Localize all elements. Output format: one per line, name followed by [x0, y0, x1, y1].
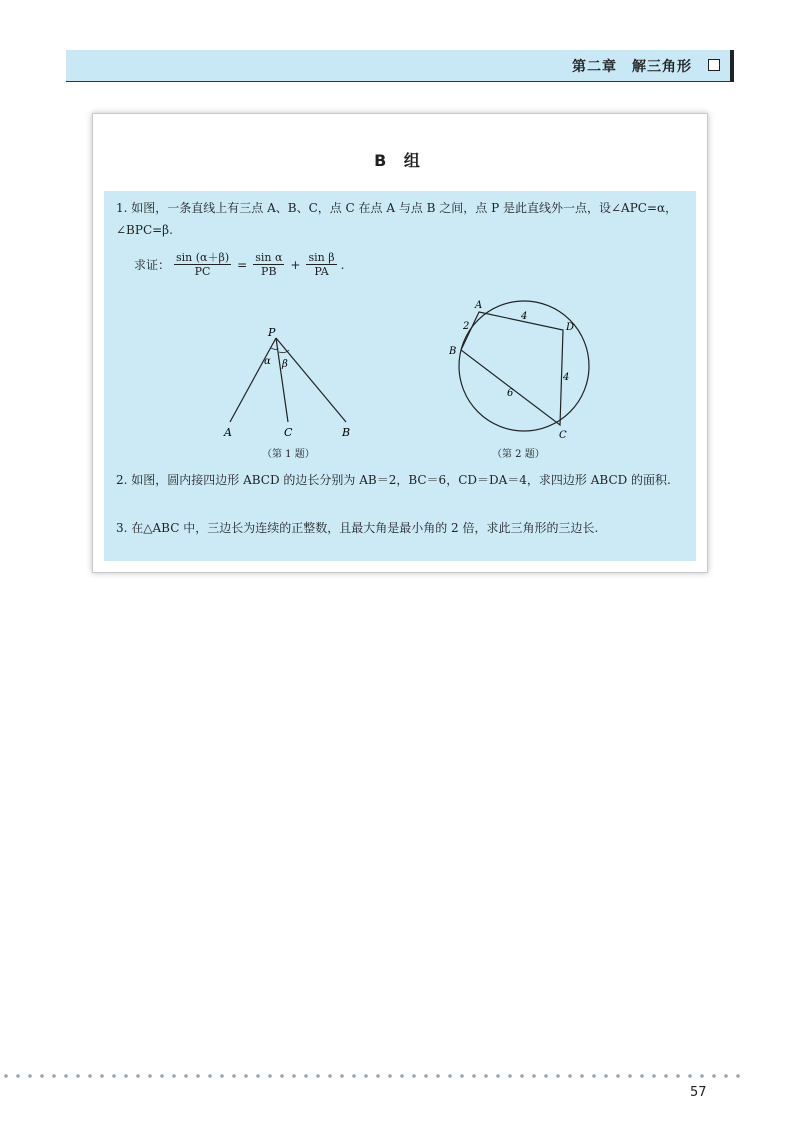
proof-prefix: 求证：	[134, 258, 171, 272]
page-number: 57	[690, 1085, 707, 1100]
label-c: C	[284, 426, 293, 439]
line-pa	[230, 338, 276, 422]
question-1-text: 1. 如图，一条直线上有三点 A、B、C，点 C 在点 A 与点 B 之间，点 P 是此直线外一点，设∠APC=α，∠BPC=β.	[116, 201, 678, 237]
footer-dotted-rule	[0, 1073, 740, 1079]
header-edge-mark	[730, 50, 734, 82]
label-a: A	[475, 300, 483, 311]
fraction-2-denominator: PB	[261, 265, 277, 278]
fraction-1	[174, 251, 231, 278]
label-c: C	[559, 430, 567, 439]
label-b: B	[342, 426, 351, 439]
fraction-1-numerator: sin (α＋β)	[176, 251, 230, 264]
equals-sign: =	[237, 257, 248, 272]
question-3-text: 3. 在△ABC 中，三边长为连续的正整数，且最大角是最小角的 2 倍，求此三角形的三边长.	[116, 521, 599, 535]
figure-1-diagram	[214, 326, 364, 441]
label-b: B	[449, 346, 457, 357]
label-alpha: α	[264, 356, 271, 367]
exercise-card	[92, 113, 708, 573]
side-ad-length: 4	[521, 311, 528, 322]
exercise-panel	[104, 191, 696, 561]
question-1-proof	[134, 251, 344, 278]
fraction-2	[253, 251, 284, 278]
question-2-text: 2. 如图，圆内接四边形 ABCD 的边长分别为 AB＝2，BC＝6，CD＝DA＝4，求四边形 ABCD 的面积.	[116, 473, 671, 487]
fraction-1-denominator: PC	[194, 265, 211, 278]
label-p: P	[268, 326, 276, 339]
side-bc-length: 6	[507, 388, 514, 399]
figure-1-caption: （第 1 题）	[262, 449, 315, 460]
group-heading: B 组	[374, 151, 426, 170]
header-square-mark	[708, 59, 720, 71]
figure-2-diagram	[449, 294, 599, 439]
fraction-3-denominator: PA	[314, 265, 329, 278]
side-ab-length: 2	[463, 321, 470, 332]
fraction-3	[306, 251, 336, 278]
chapter-title: 第二章 解三角形	[572, 59, 692, 75]
label-a: A	[224, 426, 232, 439]
quadrilateral-abcd	[461, 312, 563, 425]
label-d: D	[566, 322, 575, 333]
fraction-3-numerator: sin β	[308, 251, 335, 264]
fraction-2-numerator: sin α	[255, 251, 283, 264]
proof-end: .	[340, 257, 345, 272]
label-beta: β	[282, 359, 288, 370]
chapter-header-bar	[66, 50, 730, 82]
side-cd-length: 4	[563, 372, 570, 383]
plus-sign: +	[290, 257, 301, 272]
figure-2-caption: （第 2 题）	[492, 449, 545, 460]
